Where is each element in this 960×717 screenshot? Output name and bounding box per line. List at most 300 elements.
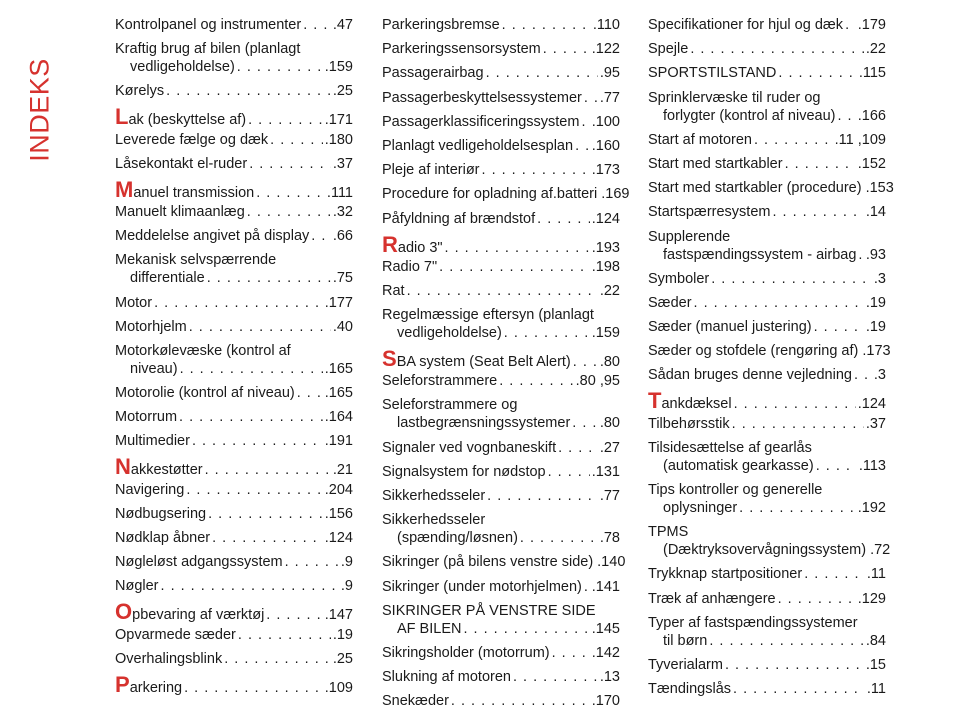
- dot-leader: [179, 408, 323, 426]
- page-number: .47: [332, 17, 353, 33]
- page-number: .14: [865, 204, 886, 221]
- index-entry: [115, 227, 353, 245]
- index-entry: [115, 553, 353, 571]
- dot-leader: [439, 258, 590, 276]
- dot-leader: [463, 620, 589, 638]
- dot-leader: [208, 505, 323, 523]
- index-letter: O: [115, 599, 133, 625]
- index-entry: [115, 16, 353, 34]
- entry-text: SPORTSTILSTAND: [648, 65, 777, 82]
- index-entry: [648, 366, 886, 384]
- entry-text: Typer af fastspændingssystemer: [648, 614, 858, 631]
- page-number: .129: [857, 590, 886, 607]
- entry-text: Start af motoren: [648, 131, 752, 148]
- dot-leader: [212, 529, 323, 547]
- index-entry: [115, 432, 353, 450]
- dot-leader: [184, 679, 323, 697]
- page-number: .72: [870, 542, 891, 559]
- index-entry: [382, 282, 620, 300]
- dot-leader: [189, 318, 331, 336]
- dot-leader: [502, 16, 591, 34]
- index-entry: [648, 590, 886, 608]
- entry-text: anuel transmission: [133, 184, 255, 201]
- page-number: .192: [857, 500, 886, 516]
- page-number: .173: [862, 343, 891, 360]
- index-entry: [115, 577, 353, 595]
- entry-text: Motorolie (kontrol af niveau): [115, 385, 295, 402]
- page-number: .124: [857, 396, 886, 413]
- index-entry: [648, 656, 886, 674]
- index-column-3: [648, 16, 894, 704]
- entry-text: Multimedier: [115, 433, 190, 450]
- page-number: .145: [591, 620, 620, 637]
- dot-leader: [572, 414, 598, 432]
- entry-text: Navigering: [115, 481, 185, 498]
- entry-text: til børn: [663, 632, 708, 649]
- page-number: .19: [865, 294, 886, 311]
- dot-leader: [854, 366, 872, 384]
- page-number: .173: [591, 162, 620, 179]
- entry-text: SIKRINGER PÅ VENSTRE SIDE: [382, 602, 596, 619]
- page-number: .11: [866, 681, 886, 698]
- index-entry: [115, 454, 353, 480]
- index-entry: [115, 408, 353, 426]
- index-entry: [648, 270, 886, 288]
- entry-text: Parkeringssensorsystem: [382, 41, 541, 58]
- dot-leader: [785, 155, 856, 173]
- entry-text: Symboler: [648, 270, 710, 287]
- page-number: .32: [332, 203, 353, 220]
- page-number: .179: [857, 17, 886, 33]
- index-entry: [382, 258, 620, 276]
- entry-text: Tyverialarm: [648, 656, 723, 673]
- dot-leader: [732, 415, 864, 433]
- dot-leader: [311, 227, 331, 245]
- page-number: .25: [332, 650, 353, 667]
- dot-leader: [205, 461, 331, 479]
- entry-text: Start med startkabler (procedure): [648, 180, 862, 197]
- dot-leader: [520, 529, 598, 547]
- page-number: .21: [332, 462, 353, 479]
- page-number: .40: [332, 318, 353, 335]
- index-entry: [115, 529, 353, 547]
- entry-text: Snekæder: [382, 693, 449, 710]
- entry-text: Sikringer (på bilens venstre side): [382, 554, 594, 571]
- entry-text: Motorkølevæske (kontrol af: [115, 342, 291, 359]
- index-letter: R: [382, 231, 398, 257]
- entry-text: Specifikationer for hjul og dæk: [648, 17, 844, 33]
- dot-leader: [451, 692, 590, 710]
- dot-leader: [270, 131, 323, 149]
- page-number: .131: [591, 463, 620, 480]
- page-number: .27: [599, 439, 620, 456]
- entry-text: Sæder og stofdele (rengøring af): [648, 343, 859, 360]
- index-entry: [382, 553, 626, 571]
- index-entry: [382, 16, 620, 34]
- page-number: .111: [326, 184, 353, 201]
- dot-leader: [575, 137, 590, 155]
- index-entry: [648, 439, 886, 475]
- index-entry: [115, 650, 353, 668]
- dot-leader: [504, 324, 590, 342]
- index-entry: [115, 294, 353, 312]
- dot-leader: [303, 16, 331, 34]
- index-entry: [115, 40, 353, 76]
- dot-leader: [734, 395, 856, 413]
- entry-text: Kraftig brug af bilen (planlagt: [115, 41, 301, 58]
- entry-text: Tips kontroller og generelle: [648, 482, 823, 498]
- index-entry: [382, 372, 620, 390]
- page-number: .100: [591, 113, 620, 130]
- page-number: .198: [591, 258, 620, 275]
- dot-leader: [180, 360, 323, 378]
- entry-text: (automatisk gearkasse): [663, 457, 814, 474]
- entry-text: Sikringer (under motorhjelmen): [382, 578, 582, 595]
- dot-leader: [154, 294, 323, 312]
- index-letter: M: [115, 176, 134, 202]
- dot-leader: [297, 384, 323, 402]
- index-entry: [648, 342, 891, 360]
- page-number: .13: [599, 669, 620, 686]
- entry-text: Slukning af motoren: [382, 669, 511, 686]
- index-title-text: INDEKS: [24, 58, 55, 162]
- dot-leader: [778, 590, 856, 608]
- entry-text: Sikkerhedsseler: [382, 512, 486, 529]
- page-number: .169: [601, 186, 630, 203]
- page-number: .22: [865, 41, 886, 58]
- index-entry: [648, 16, 886, 34]
- entry-text: vedligeholdelse): [397, 325, 502, 342]
- page-number: .165: [324, 360, 353, 377]
- entry-text: Nøgleløst adgangssystem: [115, 554, 283, 571]
- page-number: .160: [591, 137, 620, 154]
- page-number: .15: [865, 656, 886, 673]
- index-entry: [115, 481, 353, 499]
- index-entry: [115, 203, 353, 221]
- dot-leader: [186, 481, 322, 499]
- index-entry: [382, 487, 620, 505]
- index-entry: [648, 415, 886, 433]
- dot-leader: [166, 82, 331, 100]
- dot-leader: [814, 318, 864, 336]
- entry-text: Procedure for opladning af.batteri: [382, 186, 598, 203]
- index-entry: [648, 523, 891, 559]
- page-number: .156: [324, 505, 353, 522]
- entry-text: Motorrum: [115, 409, 178, 426]
- index-entry: [648, 64, 886, 82]
- index-letter: T: [648, 388, 662, 414]
- index-entry: [648, 481, 886, 517]
- entry-text: Passagerbeskyttelsessystemer: [382, 89, 582, 106]
- index-entry: [115, 82, 353, 100]
- entry-text: Tilsidesættelse af gearlås: [648, 439, 812, 456]
- dot-leader: [804, 565, 865, 583]
- entry-text: pbevaring af værktøj: [132, 607, 265, 624]
- entry-text: Passagerairbag: [382, 65, 484, 82]
- index-entry: [115, 251, 353, 287]
- entry-text: ankdæksel: [661, 396, 732, 413]
- index-entry: [382, 231, 620, 257]
- page-number: .166: [857, 107, 886, 124]
- entry-text: Radio 7": [382, 258, 438, 275]
- index-letter: L: [115, 104, 129, 130]
- index-entry: [648, 179, 894, 197]
- index-entry: [115, 176, 353, 202]
- index-letter: P: [115, 671, 130, 697]
- dot-leader: [573, 353, 598, 371]
- index-entry: [382, 692, 620, 710]
- page-number: .75: [332, 270, 353, 287]
- dot-leader: [816, 457, 857, 475]
- page-number: .110: [592, 17, 620, 33]
- entry-text: Regelmæssige eftersyn (planlagt: [382, 307, 594, 324]
- index-entry: [382, 602, 620, 638]
- page-number: .164: [324, 409, 353, 426]
- page-number: .115: [858, 65, 886, 82]
- page-number: .11 ,109: [834, 131, 886, 148]
- index-entry: [648, 40, 886, 58]
- dot-leader: [238, 626, 331, 644]
- page-number: .37: [332, 155, 353, 172]
- page-number: .153: [865, 180, 894, 197]
- entry-text: forlygter (kontrol af niveau): [663, 107, 836, 124]
- entry-text: Træk af anhængere: [648, 590, 776, 607]
- index-entry: [648, 680, 886, 698]
- page-number: .140: [597, 554, 626, 571]
- dot-leader: [249, 155, 331, 173]
- entry-text: Signaler ved vognbaneskift: [382, 439, 557, 456]
- index-entry: [115, 384, 353, 402]
- index-entry: [382, 64, 620, 82]
- dot-leader: [581, 113, 589, 131]
- entry-text: Manuelt klimaanlæg: [115, 203, 245, 220]
- page-number: .77: [599, 488, 620, 504]
- dot-leader: [285, 553, 339, 571]
- page-number: .159: [591, 325, 620, 342]
- index-entry: [382, 396, 620, 432]
- dot-leader: [513, 668, 598, 686]
- index-entry: [382, 306, 620, 342]
- page-number: .177: [324, 294, 353, 311]
- page-number: .165: [324, 385, 353, 402]
- dot-leader: [161, 577, 339, 595]
- page-number: .80: [599, 354, 620, 371]
- entry-text: Seleforstrammere og: [382, 397, 518, 414]
- index-entry: [382, 89, 620, 107]
- entry-text: oplysninger: [663, 500, 738, 516]
- index-entry: [648, 203, 886, 221]
- page-number: .141: [591, 578, 620, 595]
- page-number: .193: [591, 239, 620, 256]
- index-entry: [382, 644, 620, 662]
- entry-text: Sikringsholder (motorrum): [382, 644, 550, 661]
- entry-text: Seleforstrammere: [382, 373, 498, 390]
- index-entry: [115, 626, 353, 644]
- entry-text: AF BILEN: [397, 620, 462, 637]
- page-number: .109: [324, 679, 353, 696]
- dot-leader: [445, 239, 590, 257]
- dot-leader: [192, 432, 323, 450]
- entry-text: Opvarmede sæder: [115, 626, 236, 643]
- page-number: .37: [865, 415, 886, 432]
- entry-text: lastbegrænsningssystemer: [397, 415, 571, 432]
- page-number: .19: [865, 319, 886, 336]
- dot-leader: [690, 40, 864, 58]
- dot-leader: [256, 184, 325, 202]
- index-entry: [648, 565, 886, 583]
- dot-leader: [482, 161, 590, 179]
- dot-leader: [543, 40, 590, 58]
- page-number: .180: [324, 131, 353, 148]
- index-entry: [382, 210, 620, 228]
- dot-leader: [733, 680, 865, 698]
- entry-text: Spejle: [648, 41, 689, 58]
- entry-text: differentiale: [130, 270, 205, 287]
- page-number: .170: [591, 693, 620, 710]
- entry-text: TPMS: [648, 524, 689, 541]
- entry-text: Meddelelse angivet på display: [115, 228, 310, 245]
- page-number: .3: [873, 367, 886, 384]
- dot-leader: [584, 89, 598, 107]
- page-number: .93: [865, 246, 886, 263]
- entry-text: Nødbugsering: [115, 505, 207, 522]
- page-number: .147: [324, 607, 353, 624]
- entry-text: Sikkerhedsseler: [382, 488, 486, 504]
- entry-text: Trykknap startpositioner: [648, 566, 803, 583]
- index-entry: [382, 113, 620, 131]
- index-column-2: [382, 16, 630, 717]
- page-number: .3: [873, 270, 886, 287]
- entry-text: ak (beskyttelse af): [128, 112, 247, 129]
- page-number: .78: [599, 530, 620, 547]
- index-entry: [648, 155, 886, 173]
- dot-leader: [552, 644, 590, 662]
- entry-text: (Dæktryksovervågningssystem): [663, 542, 867, 559]
- index-letter: N: [115, 454, 131, 480]
- index-entry: [115, 155, 353, 173]
- dot-leader: [709, 632, 864, 650]
- index-entry: [382, 463, 620, 481]
- entry-text: Motorhjelm: [115, 318, 187, 335]
- index-entry: [115, 671, 353, 697]
- index-entry: [382, 137, 620, 155]
- page-number: .204: [324, 481, 353, 498]
- entry-text: Rat: [382, 282, 405, 299]
- entry-text: Nødklap åbner: [115, 530, 211, 546]
- dot-leader: [725, 656, 864, 674]
- page-number: .77: [599, 89, 620, 106]
- index-column-1: [115, 16, 353, 703]
- page-number: .80: [599, 415, 620, 432]
- dot-leader: [584, 578, 590, 596]
- index-entry: [648, 294, 886, 312]
- entry-text: arkering: [129, 679, 183, 696]
- entry-text: Kørelys: [115, 83, 165, 100]
- index-entry: [648, 614, 886, 650]
- page-number: .95: [599, 65, 620, 82]
- index-entry: [648, 318, 886, 336]
- entry-text: Tilbehørsstik: [648, 415, 730, 432]
- page-number: .84: [865, 632, 886, 649]
- entry-text: fastspændingssystem - airbag: [663, 246, 857, 263]
- dot-leader: [486, 64, 598, 82]
- page-number: .171: [324, 112, 353, 129]
- index-entry: [382, 511, 620, 547]
- dot-leader: [248, 111, 323, 129]
- dot-leader: [537, 210, 590, 228]
- dot-leader: [548, 463, 590, 481]
- dot-leader: [739, 499, 856, 517]
- page-number: .113: [858, 457, 886, 474]
- index-entry: [648, 228, 886, 264]
- index-entry: [382, 346, 620, 372]
- dot-leader: [224, 650, 331, 668]
- dot-leader: [837, 107, 855, 125]
- dot-leader: [558, 439, 598, 457]
- page-number: .9: [340, 554, 353, 571]
- entry-text: Supplerende: [648, 228, 731, 245]
- page-number: .11: [866, 566, 886, 583]
- page-number: .9: [340, 578, 353, 595]
- index-entry: [115, 318, 353, 336]
- dot-leader: [711, 270, 872, 288]
- index-entry: [648, 89, 886, 125]
- entry-text: Nøgler: [115, 578, 159, 595]
- page-number: .159: [324, 59, 353, 76]
- index-entry: [115, 104, 353, 130]
- index-side-title: [20, 60, 60, 160]
- dot-leader: [772, 203, 863, 221]
- entry-text: Sæder: [648, 294, 692, 311]
- index-entry: [382, 185, 630, 203]
- index-entry: [382, 161, 620, 179]
- index-entry: [115, 131, 353, 149]
- index-letter: S: [382, 346, 397, 372]
- dot-leader: [694, 294, 864, 312]
- index-entry: [115, 599, 353, 625]
- dot-leader: [754, 131, 833, 149]
- page-number: .66: [332, 228, 353, 245]
- entry-text: Sådan bruges denne vejledning: [648, 367, 852, 384]
- entry-text: Sprinklervæske til ruder og: [648, 89, 821, 106]
- entry-text: Pleje af interiør: [382, 162, 480, 179]
- dot-leader: [487, 487, 598, 505]
- entry-text: Mekanisk selvspærrende: [115, 252, 277, 269]
- dot-leader: [858, 246, 863, 264]
- page-number: .124: [591, 210, 620, 227]
- page-number: .152: [857, 155, 886, 172]
- entry-text: Signalsystem for nødstop: [382, 463, 546, 480]
- entry-text: Planlagt vedligeholdelsesplan: [382, 137, 574, 154]
- page-number: .122: [591, 41, 620, 58]
- entry-text: Overhalingsblink: [115, 650, 223, 667]
- index-entry: [115, 342, 353, 378]
- index-entry: [382, 578, 620, 596]
- entry-text: Motor: [115, 294, 153, 311]
- page-number: .22: [599, 282, 620, 299]
- dot-leader: [207, 269, 331, 287]
- entry-text: Leverede fælge og dæk: [115, 131, 269, 148]
- entry-text: Påfyldning af brændstof: [382, 210, 536, 227]
- page-number: .124: [324, 530, 353, 546]
- index-entry: [382, 40, 620, 58]
- page-number: .80 ,95: [575, 373, 620, 390]
- dot-leader: [266, 606, 322, 624]
- index-entry: [648, 131, 886, 149]
- index-entry: [648, 388, 886, 414]
- entry-text: Start med startkabler: [648, 155, 783, 172]
- entry-text: BA system (Seat Belt Alert): [396, 354, 571, 371]
